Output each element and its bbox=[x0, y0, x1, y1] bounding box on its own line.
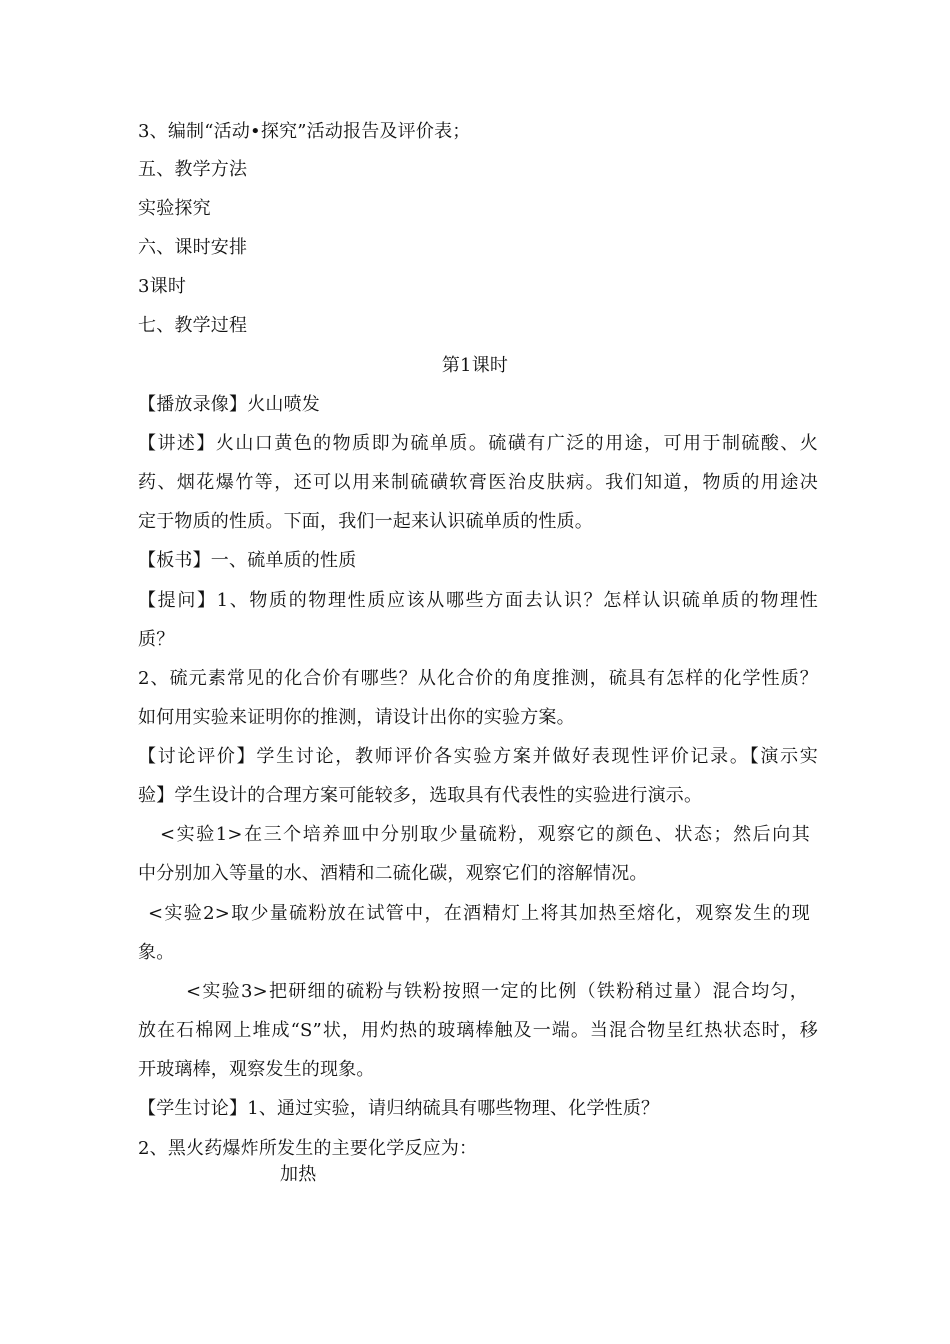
section-heading: 六、课时安排 bbox=[138, 237, 248, 258]
text-line: 放在石棉网上堆成“S”状，用灼热的玻璃棒触及一端。当混合物呈红热状态时，移 bbox=[138, 1020, 818, 1041]
text-line: 【播放录像】火山喷发 bbox=[138, 394, 320, 415]
text-line: 中分别加入等量的水、酒精和二硫化碳，观察它们的溶解情况。 bbox=[138, 863, 648, 884]
text-line: 3课时 bbox=[138, 276, 187, 297]
text-line: 【讲述】火山口黄色的物质即为硫单质。硫磺有广泛的用途，可用于制硫酸、火 bbox=[138, 433, 818, 454]
text-line: 2、硫元素常见的化合价有哪些？从化合价的角度推测，硫具有怎样的化学性质？ bbox=[138, 668, 818, 689]
text-line: 【提问】1、物质的物理性质应该从哪些方面去认识？怎样认识硫单质的物理性 bbox=[138, 590, 818, 611]
section-heading: 五、教学方法 bbox=[138, 159, 248, 180]
text-line: 质？ bbox=[138, 629, 175, 650]
text-line: 定于物质的性质。下面，我们一起来认识硫单质的性质。 bbox=[138, 511, 593, 532]
text-line: 如何用实验来证明你的推测，请设计出你的实验方案。 bbox=[138, 707, 575, 728]
experiment-1-line: <实验1>在三个培养皿中分别取少量硫粉，观察它的颜色、状态；然后向其 bbox=[160, 824, 810, 845]
reaction-condition-label: 加热 bbox=[280, 1164, 317, 1185]
experiment-2-line: <实验2>取少量硫粉放在试管中，在酒精灯上将其加热至熔化，观察发生的现 bbox=[148, 903, 810, 924]
text-line: 【板书】一、硫单质的性质 bbox=[138, 550, 357, 571]
text-line: 药、烟花爆竹等，还可以用来制硫磺软膏医治皮肤病。我们知道，物质的用途决 bbox=[138, 472, 818, 493]
lesson-title: 第1课时 bbox=[441, 355, 509, 376]
experiment-3-line: <实验3>把研细的硫粉与铁粉按照一定的比例（铁粉稍过量）混合均匀， bbox=[186, 981, 808, 1002]
text-line: 验】学生设计的合理方案可能较多，选取具有代表性的实验进行演示。 bbox=[138, 785, 703, 806]
section-heading: 七、教学过程 bbox=[138, 315, 248, 336]
text-line: 【讨论评价】学生讨论，教师评价各实验方案并做好表现性评价记录。【演示实 bbox=[138, 746, 818, 767]
text-line: 象。 bbox=[138, 942, 175, 963]
text-line: 2、黑火药爆炸所发生的主要化学反应为： bbox=[138, 1138, 478, 1159]
text-line: 实验探究 bbox=[138, 198, 211, 219]
text-line: 【学生讨论】1、通过实验，请归纳硫具有哪些物理、化学性质？ bbox=[138, 1098, 660, 1119]
text-line: 开玻璃棒，观察发生的现象。 bbox=[138, 1059, 375, 1080]
text-line: 3、编制“活动•探究”活动报告及评价表； bbox=[138, 121, 471, 142]
